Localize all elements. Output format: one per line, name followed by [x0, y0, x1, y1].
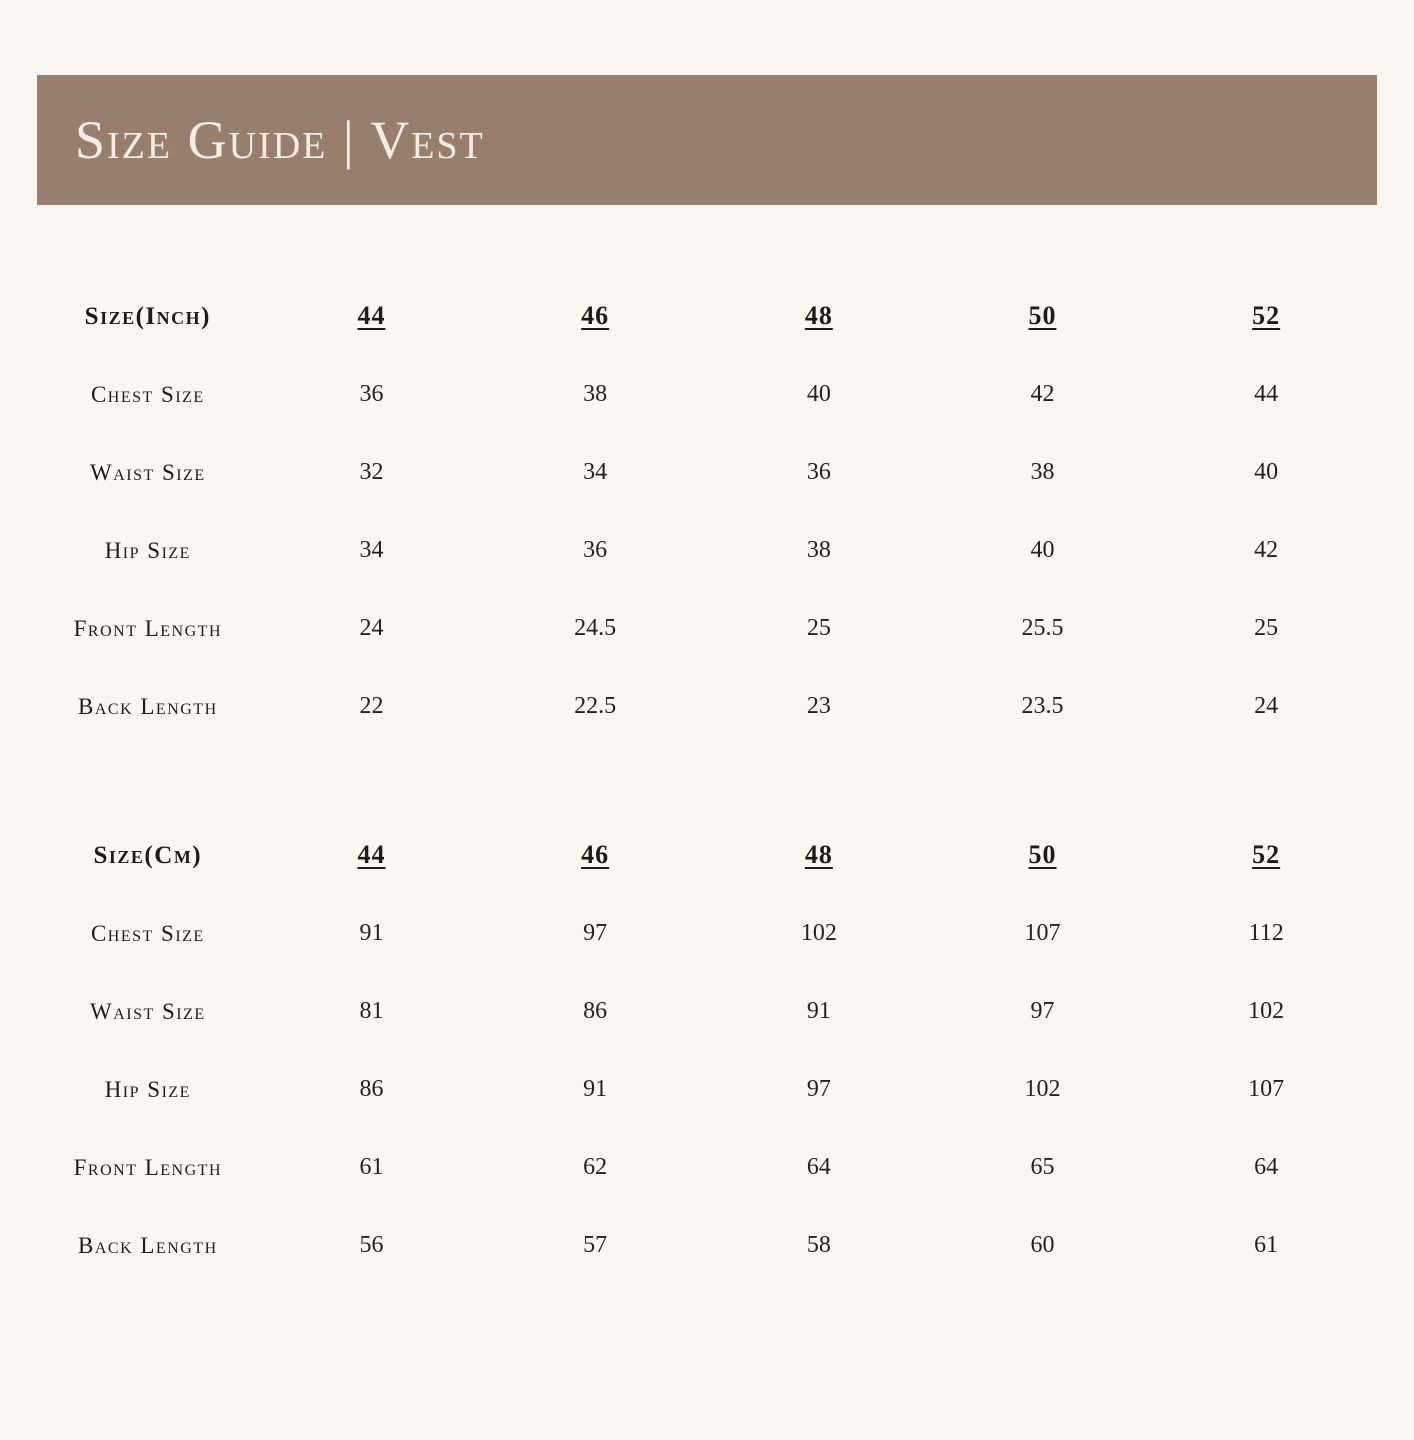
size-value: 61 [359, 1154, 384, 1180]
column-header: 50 [1028, 840, 1057, 869]
column-header: 46 [581, 301, 610, 330]
size-value: 36 [359, 381, 384, 407]
row-label: Front Length [73, 615, 222, 641]
row-label: Waist Size [89, 459, 206, 485]
table-row [36, 972, 1378, 1050]
size-table-cm [36, 816, 1378, 1284]
row-label: Waist Size [89, 998, 206, 1024]
row-label: Back Length [78, 693, 218, 719]
size-value: 112 [1248, 920, 1284, 946]
size-value: 97 [583, 920, 608, 946]
size-value: 25.5 [1021, 615, 1064, 641]
column-header: 44 [357, 840, 386, 869]
size-tables-container [36, 277, 1378, 1284]
size-value: 102 [1024, 1076, 1061, 1102]
table-row [36, 355, 1378, 433]
size-table-inch [36, 277, 1378, 745]
size-value: 42 [1030, 381, 1055, 407]
row-label: Hip Size [104, 1076, 191, 1102]
size-value: 57 [583, 1232, 608, 1258]
size-value: 34 [359, 537, 384, 563]
size-value: 24 [1254, 693, 1279, 719]
table-unit-label: Size(Cm) [93, 841, 203, 869]
table-row [36, 589, 1378, 667]
size-value: 91 [583, 1076, 608, 1102]
size-value: 24.5 [574, 615, 617, 641]
size-value: 38 [806, 537, 831, 563]
size-value: 65 [1030, 1154, 1055, 1180]
size-value: 56 [359, 1232, 384, 1258]
size-value: 97 [1030, 998, 1055, 1024]
size-value: 36 [806, 459, 831, 485]
column-header: 52 [1252, 301, 1281, 330]
table-row [36, 1206, 1378, 1284]
row-label: Chest Size [90, 920, 205, 946]
size-value: 62 [583, 1154, 608, 1180]
size-value: 91 [806, 998, 831, 1024]
row-label: Back Length [78, 1232, 218, 1258]
size-value: 64 [1254, 1154, 1279, 1180]
table-row [36, 511, 1378, 589]
size-value: 102 [1248, 998, 1285, 1024]
table-row [36, 894, 1378, 972]
size-value: 86 [359, 1076, 384, 1102]
size-value: 40 [806, 381, 831, 407]
size-value: 23 [806, 693, 831, 719]
size-value: 23.5 [1021, 693, 1064, 719]
row-label: Chest Size [90, 381, 205, 407]
column-header: 44 [357, 301, 386, 330]
column-header: 48 [804, 301, 833, 330]
column-header: 46 [581, 840, 610, 869]
size-value: 81 [359, 998, 384, 1024]
size-value: 60 [1030, 1232, 1055, 1258]
size-value: 58 [806, 1232, 831, 1258]
size-value: 38 [583, 381, 608, 407]
table-row [36, 1128, 1378, 1206]
size-value: 32 [359, 459, 384, 485]
size-value: 22.5 [574, 693, 617, 719]
size-value: 38 [1030, 459, 1055, 485]
row-label: Front Length [73, 1154, 222, 1180]
column-header: 48 [804, 840, 833, 869]
size-value: 97 [806, 1076, 831, 1102]
size-value: 34 [583, 459, 608, 485]
size-value: 64 [806, 1154, 831, 1180]
table-row [36, 433, 1378, 511]
size-value: 61 [1254, 1232, 1279, 1258]
table-header-row [36, 816, 1378, 894]
size-value: 25 [806, 615, 831, 641]
row-label: Hip Size [104, 537, 191, 563]
size-value: 44 [1254, 381, 1279, 407]
title-banner [37, 75, 1377, 205]
size-value: 42 [1254, 537, 1279, 563]
table-row [36, 667, 1378, 745]
column-header: 52 [1252, 840, 1281, 869]
size-value: 40 [1030, 537, 1055, 563]
size-value: 86 [583, 998, 608, 1024]
table-header-row [36, 277, 1378, 355]
size-value: 91 [359, 920, 384, 946]
size-value: 22 [359, 693, 384, 719]
size-value: 40 [1254, 459, 1279, 485]
size-value: 107 [1024, 920, 1061, 946]
size-value: 36 [583, 537, 608, 563]
size-value: 25 [1254, 615, 1279, 641]
size-value: 24 [359, 615, 384, 641]
size-value: 102 [800, 920, 837, 946]
page-title: Size Guide | Vest [75, 110, 485, 170]
table-row [36, 1050, 1378, 1128]
column-header: 50 [1028, 301, 1057, 330]
table-unit-label: Size(Inch) [84, 302, 211, 330]
size-value: 107 [1248, 1076, 1285, 1102]
